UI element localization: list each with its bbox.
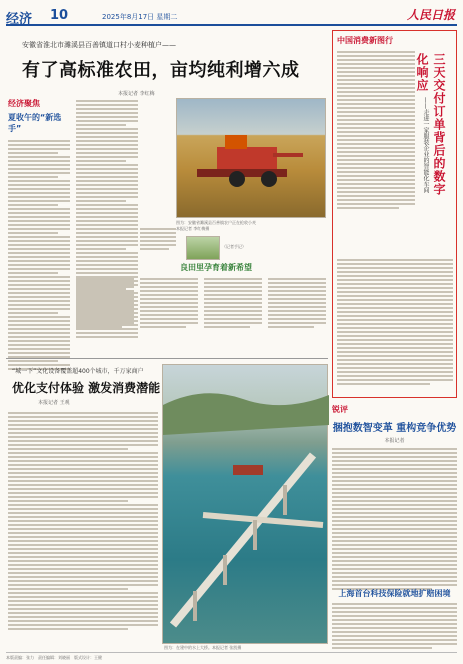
lead-bottom-col-4 <box>268 276 326 330</box>
mini-caption-wrap <box>222 244 322 250</box>
column-title: 夏收午的“新选手” <box>8 113 62 133</box>
issue-date: 2025年8月17日 星期二 <box>102 13 178 21</box>
lead-bottom-columns <box>76 276 326 330</box>
lead-byline: 本报记者 李红梅 <box>118 91 155 97</box>
harvester-cab <box>225 135 247 149</box>
harvester-wheel <box>229 171 245 187</box>
lower-left-kicker: “城一下”文化设备覆盖超400个城市，千万家商户 <box>12 368 144 375</box>
commentary-text <box>332 448 457 590</box>
lead-bottom-col-1 <box>76 276 134 330</box>
section-divider <box>6 358 328 359</box>
right-bottom-article-2 <box>332 588 457 651</box>
second-commentary-headline: 上海首台科技保险就地扩赔困境 <box>338 589 451 598</box>
lead-headline: 有了高标准农田，亩均纯利增六成 <box>22 60 300 81</box>
bridge-caption-wrap <box>164 645 328 651</box>
harvest-photo-credit: 本报记者 李红梅摄 <box>176 226 210 231</box>
narrow-text-column <box>140 226 176 252</box>
lead-bottom-col-3 <box>204 276 262 330</box>
harvest-photo-caption: 图为：安徽省濉溪县百善镇农户正在抢收小麦 <box>176 220 256 225</box>
commentary-byline: 本报记者 <box>384 438 405 444</box>
green-section-header <box>180 262 330 273</box>
right-bottom-article <box>332 404 457 592</box>
lead-byline-wrap <box>118 90 218 97</box>
harvester-wheel <box>261 171 277 187</box>
commentary-headline: 捆抱数智变革 重构竞争优势 <box>332 423 457 434</box>
second-commentary-text <box>332 603 457 649</box>
commentary-tag: 锐评 <box>332 405 348 414</box>
page-footer: 本版责编：张力 责任编辑：刘晓丽 版式设计：王健 <box>6 652 457 661</box>
bridge-pier <box>283 485 287 515</box>
harvest-photo <box>176 98 326 218</box>
feature-headline: 三天交付订单背后的数字化响应 <box>415 53 446 196</box>
left-column <box>8 98 70 372</box>
feature-text-bottom <box>337 257 453 387</box>
bridge-construction-image <box>163 365 329 645</box>
lead-bottom-col-2 <box>140 276 198 330</box>
masthead <box>6 6 457 26</box>
hills <box>163 393 329 435</box>
bridge-photo-caption: 图为：在建中的水上大桥。本报记者 张凯摄 <box>164 645 242 650</box>
bridge-pier <box>193 591 197 621</box>
construction-barge <box>233 465 263 475</box>
newspaper-logo: 人民日报 <box>406 8 455 22</box>
lower-left-headline: 优化支付体验 激发消费潜能 <box>12 381 161 395</box>
feature-subheadline: ——走进一家服装企业的智能化车间 <box>422 97 429 193</box>
feature-box <box>332 30 457 398</box>
lower-left-text <box>8 410 158 632</box>
mini-caption: （记者手记） <box>222 244 246 249</box>
field-thumbnail <box>186 236 220 260</box>
lead-article-header <box>22 40 322 82</box>
bridge-pier <box>223 555 227 585</box>
left-column-text <box>8 140 70 370</box>
section-name: 经济 <box>6 12 33 27</box>
harvester-auger <box>273 153 303 157</box>
lower-left-byline: 本报记者 王观 <box>38 400 70 406</box>
feature-text-top <box>337 49 415 211</box>
combine-harvester-image <box>177 99 327 219</box>
harvest-photo-caption-wrap <box>176 220 326 232</box>
bridge-photo <box>162 364 328 644</box>
page-number: 10 <box>50 8 69 23</box>
green-headline: 良田里孕育着新希望 <box>180 263 252 272</box>
column-tag: 经济聚焦 <box>8 99 40 108</box>
feature-tag: 中国消费新图行 <box>337 36 393 45</box>
lead-kicker: 安徽省淮北市濉溪县百善镇道口村小麦种植户—— <box>22 41 176 49</box>
lower-left-article-header <box>12 366 162 406</box>
bridge-pier <box>253 520 257 550</box>
